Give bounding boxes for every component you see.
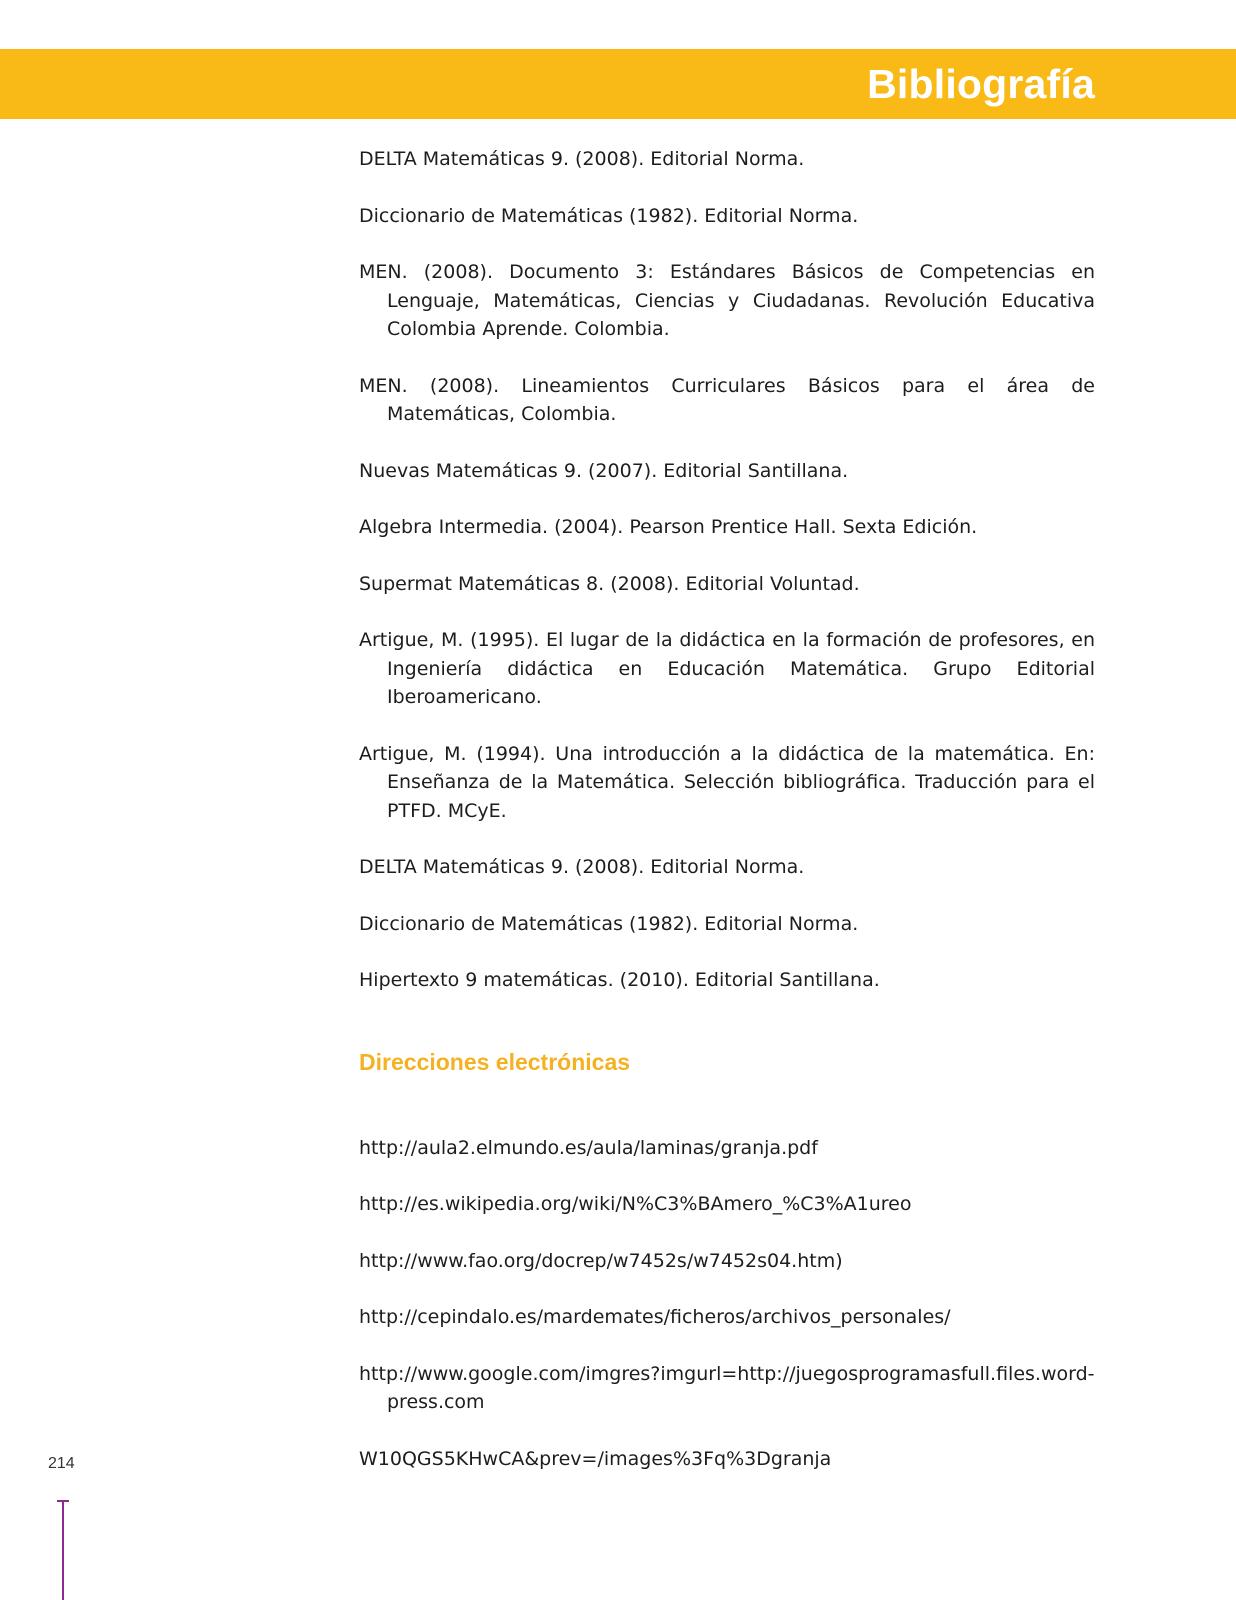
reference-item: Diccionario de Matemáticas (1982). Editorial Norma. bbox=[359, 204, 859, 227]
reference-item: DELTA Matemáticas 9. (2008). Editorial Norma. bbox=[359, 856, 805, 878]
page-number: 214 bbox=[48, 1455, 75, 1472]
margin-rule bbox=[62, 1500, 64, 1600]
url-list bbox=[359, 1134, 1095, 1474]
reference-item: MEN. (2008). Lineamientos Curriculares Básicos para el área de Matemáticas, Colombia. bbox=[359, 374, 1095, 425]
reference-item: DELTA Matemáticas 9. (2008). Editorial Norma. bbox=[359, 148, 805, 170]
reference-item: MEN. (2008). Documento 3: Estándares Básicos de Competencias en Lenguaje, Matemáticas, Ciencias y Ciudadanas. Revolución Educativa Colombia Aprende. Colombia. bbox=[359, 261, 1095, 340]
section-title-electronic: Direcciones electrónicas bbox=[359, 1048, 631, 1075]
page-title: Bibliografía bbox=[867, 61, 1095, 107]
reference-list bbox=[359, 145, 1095, 995]
url-item[interactable]: W10QGS5KHwCA&prev=/images%3Fq%3Dgranja bbox=[359, 1447, 832, 1470]
bibliography-content bbox=[359, 145, 1095, 1501]
reference-item: Hipertexto 9 matemáticas. (2010). Editorial Santillana. bbox=[359, 969, 880, 991]
reference-item: Nuevas Matemáticas 9. (2007). Editorial Santillana. bbox=[359, 459, 849, 482]
reference-item: Diccionario de Matemáticas (1982). Editorial Norma. bbox=[359, 912, 859, 935]
url-item[interactable]: http://www.fao.org/docrep/w7452s/w7452s04.htm) bbox=[359, 1249, 843, 1272]
reference-item: Algebra Intermedia. (2004). Pearson Prentice Hall. Sexta Edición. bbox=[359, 516, 978, 538]
reference-item: Artigue, M. (1995). El lugar de la didáctica en la formación de profesores, en Ingeniería didáctica en Educación Matemática. Grupo Editorial Iberoamericano. bbox=[359, 629, 1095, 708]
reference-item: Artigue, M. (1994). Una introducción a la didáctica de la matemática. En: Enseñanza de la Matemática. Selección bibliográfica. Traducción para el PTFD. MCyE. bbox=[359, 742, 1095, 822]
url-item[interactable]: http://aula2.elmundo.es/aula/laminas/granja.pdf bbox=[359, 1136, 818, 1159]
reference-item: Supermat Matemáticas 8. (2008). Editorial Voluntad. bbox=[359, 572, 860, 595]
url-item[interactable]: http://www.google.com/imgres?imgurl=http://juegosprogramasfull.files.wordpress.com bbox=[359, 1362, 1095, 1413]
url-item[interactable]: http://es.wikipedia.org/wiki/N%C3%BAmero_%C3%A1ureo bbox=[359, 1193, 912, 1215]
header-band bbox=[0, 49, 1236, 119]
url-item[interactable]: http://cepindalo.es/mardemates/ficheros/archivos_personales/ bbox=[359, 1306, 951, 1328]
